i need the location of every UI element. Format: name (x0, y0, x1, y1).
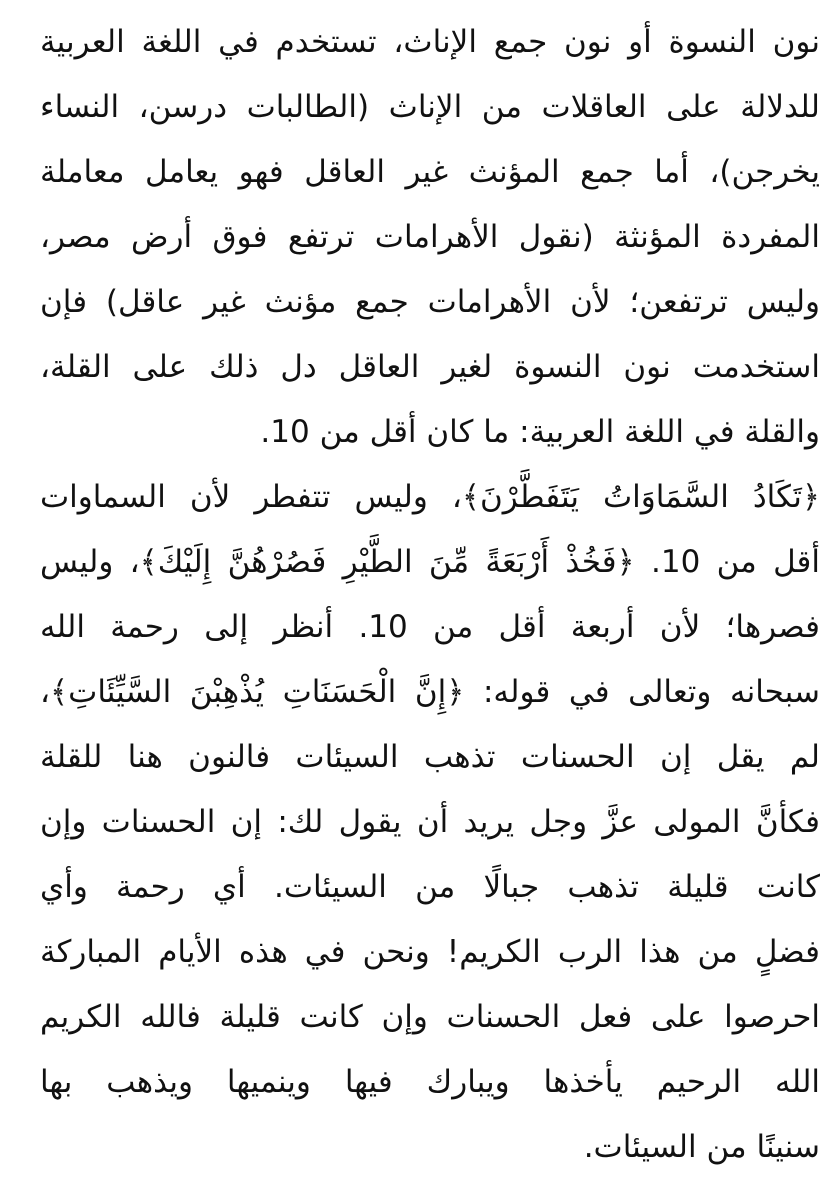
text-line: والقلة في اللغة العربية: ما كان أقل من 10. (260, 414, 820, 450)
text-line: المفردة المؤنثة (نقول الأهرامات ترتفع فوق أرض مصر، (40, 219, 820, 255)
text-line: سبحانه وتعالى في قوله: ﴿إِنَّ الْحَسَنَاتِ يُذْهِبْنَ السَّيِّئَاتِ﴾، (40, 674, 820, 710)
text-line: للدلالة على العاقلات من الإناث (الطالبات درسن، النساء (40, 89, 820, 125)
text-line: الله الرحيم يأخذها ويبارك فيها وينميها ويذهب بها (40, 1064, 820, 1100)
text-line: سنينًا من السيئات. (583, 1129, 820, 1165)
text-line: يخرجن)، أما جمع المؤنث غير العاقل فهو يعامل معاملة (40, 154, 820, 190)
text-line: فكأنَّ المولى عزَّ وجل يريد أن يقول لك: إن الحسنات وإن (40, 804, 820, 840)
text-line: كانت قليلة تذهب جبالًا من السيئات. أي رحمة وأي (40, 869, 820, 905)
text-line: فضلٍ من هذا الرب الكريم! ونحن في هذه الأيام المباركة (40, 934, 820, 970)
text-line: أقل من 10. ﴿فَخُذْ أَرْبَعَةً مِّنَ الطَّيْرِ فَصُرْهُنَّ إِلَيْكَ﴾، وليس (40, 544, 820, 580)
article-text (40, 10, 820, 1180)
text-line: وليس ترتفعن؛ لأن الأهرامات جمع مؤنث غير عاقل) فإن (40, 284, 820, 320)
text-line: ﴿تَكَادُ السَّمَاوَاتُ يَتَفَطَّرْنَ﴾، وليس تتفطر لأن السماوات (40, 479, 820, 515)
text-line: استخدمت نون النسوة لغير العاقل دل ذلك على القلة، (40, 349, 820, 385)
text-line: لم يقل إن الحسنات تذهب السيئات فالنون هنا للقلة (40, 739, 820, 775)
text-line: نون النسوة أو نون جمع الإناث، تستخدم في اللغة العربية (40, 24, 820, 60)
text-line: فصرها؛ لأن أربعة أقل من 10. أنظر إلى رحمة الله (40, 609, 820, 645)
text-line: احرصوا على فعل الحسنات وإن كانت قليلة فالله الكريم (40, 999, 820, 1035)
